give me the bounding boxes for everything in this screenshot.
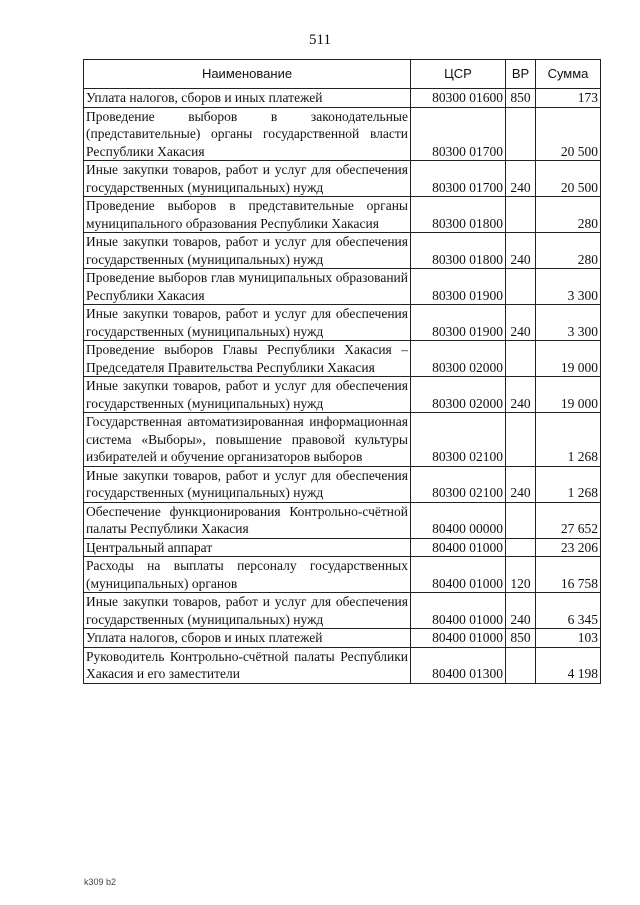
cell-name: Уплата налогов, сборов и иных платежей [84,89,411,108]
cell-sum: 280 [536,233,601,269]
cell-vr [506,502,536,538]
cell-vr [506,269,536,305]
cell-vr: 120 [506,557,536,593]
cell-vr [506,413,536,467]
cell-vr [506,647,536,683]
cell-sum: 19 000 [536,377,601,413]
cell-sum: 20 500 [536,161,601,197]
cell-vr: 240 [506,233,536,269]
cell-sum: 1 268 [536,466,601,502]
table-row [84,161,601,197]
header-csr: ЦСР [411,60,506,89]
cell-sum: 1 268 [536,413,601,467]
cell-vr: 240 [506,305,536,341]
cell-csr: 80300 02000 [411,341,506,377]
table-header-row [84,60,601,89]
cell-csr: 80300 01700 [411,107,506,161]
cell-name: Иные закупки товаров, работ и услуг для обеспечения государственных (муниципальных) нужд [84,161,411,197]
cell-csr: 80400 00000 [411,502,506,538]
table-row [84,305,601,341]
cell-vr: 850 [506,629,536,648]
cell-sum: 27 652 [536,502,601,538]
cell-sum: 23 206 [536,538,601,557]
cell-name: Расходы на выплаты персоналу государственных (муниципальных) органов [84,557,411,593]
cell-csr: 80300 02100 [411,413,506,467]
cell-vr [506,538,536,557]
cell-sum: 3 300 [536,305,601,341]
table-row [84,197,601,233]
cell-name: Иные закупки товаров, работ и услуг для обеспечения государственных (муниципальных) нужд [84,466,411,502]
cell-sum: 103 [536,629,601,648]
cell-csr: 80300 01800 [411,197,506,233]
cell-csr: 80300 01900 [411,269,506,305]
table-row [84,107,601,161]
cell-vr [506,197,536,233]
cell-vr: 240 [506,161,536,197]
cell-sum: 6 345 [536,593,601,629]
cell-csr: 80400 01300 [411,647,506,683]
cell-name: Проведение выборов Главы Республики Хакасия – Председателя Правительства Республики Хакасия [84,341,411,377]
cell-name: Уплата налогов, сборов и иных платежей [84,629,411,648]
cell-name: Иные закупки товаров, работ и услуг для обеспечения государственных (муниципальных) нужд [84,233,411,269]
cell-csr: 80300 01800 [411,233,506,269]
cell-name: Иные закупки товаров, работ и услуг для обеспечения государственных (муниципальных) нужд [84,305,411,341]
table-row [84,89,601,108]
cell-name: Обеспечение функционирования Контрольно-счётной палаты Республики Хакасия [84,502,411,538]
cell-vr: 240 [506,377,536,413]
cell-name: Проведение выборов глав муниципальных образований Республики Хакасия [84,269,411,305]
table-row [84,377,601,413]
cell-sum: 20 500 [536,107,601,161]
cell-sum: 4 198 [536,647,601,683]
table-body [84,89,601,684]
table-row [84,413,601,467]
footer-code: k309 b2 [84,877,117,887]
cell-csr: 80300 01700 [411,161,506,197]
table-row [84,341,601,377]
header-sum: Сумма [536,60,601,89]
header-vr: ВР [506,60,536,89]
table-row [84,557,601,593]
table-row [84,647,601,683]
table-row [84,233,601,269]
cell-sum: 3 300 [536,269,601,305]
cell-csr: 80400 01000 [411,629,506,648]
cell-name: Центральный аппарат [84,538,411,557]
cell-name: Иные закупки товаров, работ и услуг для обеспечения государственных (муниципальных) нужд [84,377,411,413]
cell-vr: 240 [506,466,536,502]
cell-vr: 850 [506,89,536,108]
cell-csr: 80300 01600 [411,89,506,108]
cell-csr: 80300 02100 [411,466,506,502]
budget-table [83,59,601,684]
cell-sum: 173 [536,89,601,108]
cell-sum: 16 758 [536,557,601,593]
cell-vr [506,341,536,377]
cell-csr: 80400 01000 [411,557,506,593]
cell-name: Проведение выборов в представительные органы муниципального образования Республики Хакасия [84,197,411,233]
cell-name: Руководитель Контрольно-счётной палаты Республики Хакасия и его заместители [84,647,411,683]
table-row [84,269,601,305]
header-name: Наименование [84,60,411,89]
cell-vr [506,107,536,161]
cell-csr: 80400 01000 [411,538,506,557]
page-number: 511 [309,32,331,48]
cell-sum: 19 000 [536,341,601,377]
cell-vr: 240 [506,593,536,629]
table-row [84,538,601,557]
table-row [84,466,601,502]
cell-sum: 280 [536,197,601,233]
table-row [84,629,601,648]
cell-csr: 80400 01000 [411,593,506,629]
cell-csr: 80300 02000 [411,377,506,413]
table-row [84,593,601,629]
cell-csr: 80300 01900 [411,305,506,341]
cell-name: Иные закупки товаров, работ и услуг для обеспечения государственных (муниципальных) нужд [84,593,411,629]
cell-name: Проведение выборов в законодательные (представительные) органы государственной власти Республики Хакасия [84,107,411,161]
table-row [84,502,601,538]
cell-name: Государственная автоматизированная информационная система «Выборы», повышение правовой культуры избирателей и обучение организаторов выборов [84,413,411,467]
